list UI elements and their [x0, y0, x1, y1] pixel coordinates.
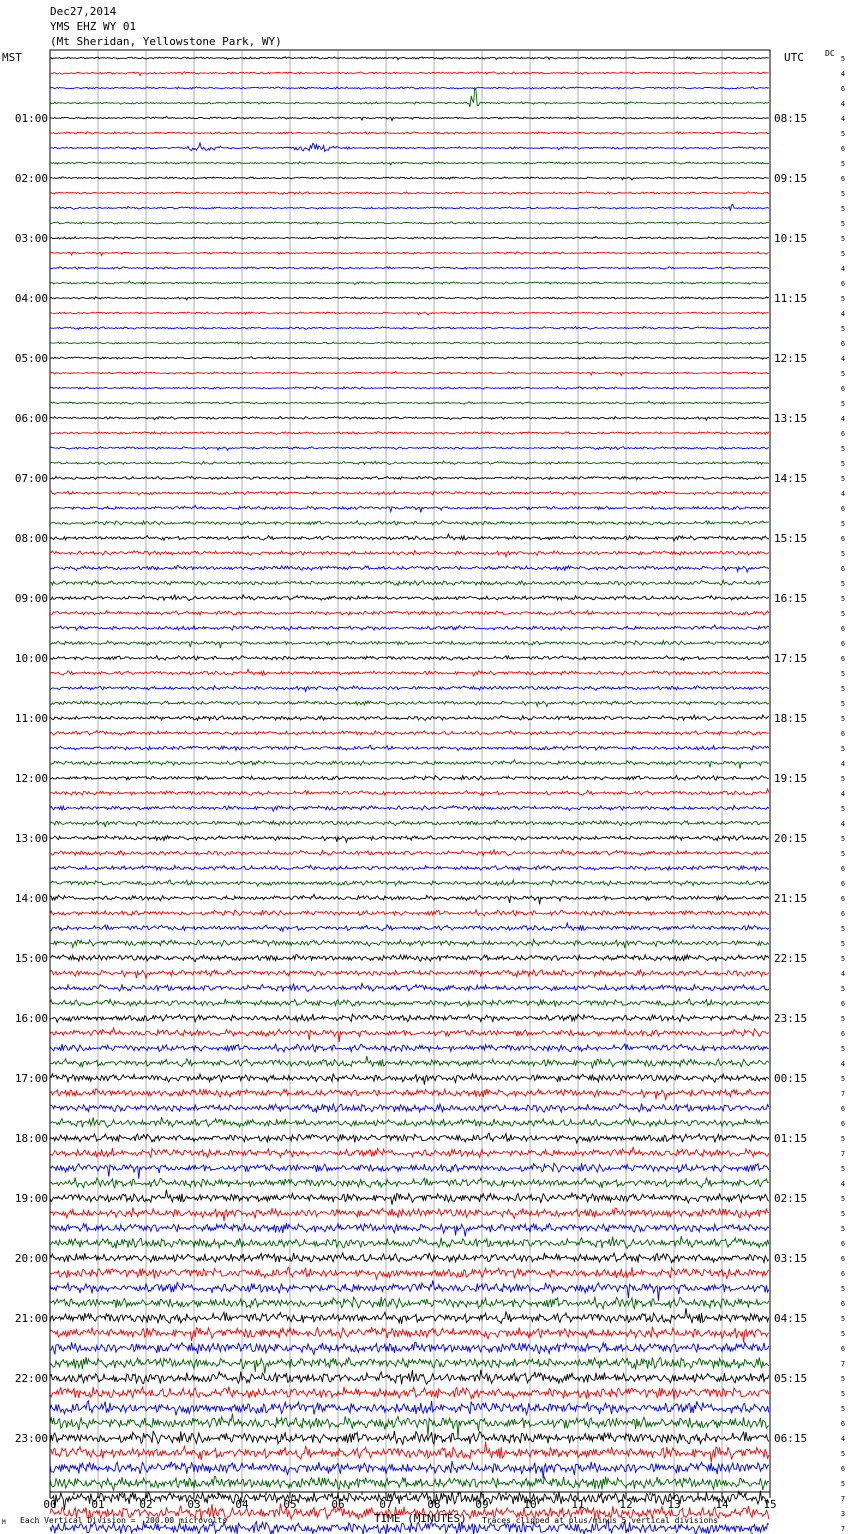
- seismic-trace: [50, 850, 769, 856]
- dc-offset-label: 5: [840, 1015, 846, 1023]
- dc-offset-label: 5: [840, 1075, 846, 1083]
- seismic-trace: [50, 534, 769, 541]
- seismic-trace: [50, 491, 769, 495]
- dc-offset-label: 6: [840, 175, 846, 183]
- seismic-trace: [50, 1163, 769, 1179]
- seismic-trace: [50, 312, 769, 315]
- dc-offset-label: 5: [840, 670, 846, 678]
- seismic-trace: [50, 1370, 769, 1385]
- seismic-trace: [50, 117, 769, 121]
- dc-offset-label: 6: [840, 1270, 846, 1278]
- dc-offset-label: 5: [840, 1135, 846, 1143]
- left-hour-label: 08:00: [14, 532, 48, 545]
- seismic-trace: [50, 1297, 769, 1309]
- dc-offset-label: 7: [840, 1360, 846, 1368]
- right-hour-label: 21:15: [774, 892, 808, 905]
- seismic-trace: [50, 1117, 769, 1127]
- seismic-trace: [50, 143, 769, 151]
- x-axis-title: TIME (MINUTES): [374, 1512, 467, 1525]
- seismic-trace: [50, 1178, 769, 1188]
- seismic-trace: [50, 387, 769, 389]
- left-hour-label: 17:00: [14, 1072, 48, 1085]
- seismic-trace: [50, 880, 769, 886]
- dc-offset-label: 6: [840, 505, 846, 513]
- dc-offset-label: 5: [840, 130, 846, 138]
- seismic-trace: [50, 701, 769, 707]
- seismic-trace: [50, 1044, 769, 1052]
- right-hour-label: 05:15: [774, 1372, 808, 1385]
- seismic-trace: [50, 88, 769, 107]
- dc-offset-label: 5: [840, 400, 846, 408]
- dc-offset-label: 4: [840, 970, 846, 978]
- x-tick-label: 02: [139, 1498, 153, 1511]
- seismic-trace: [50, 237, 769, 240]
- dc-offset-label: 5: [840, 190, 846, 198]
- seismic-trace: [50, 1342, 769, 1354]
- left-hour-label: 18:00: [14, 1132, 48, 1145]
- dc-offset-label: 6: [840, 535, 846, 543]
- x-tick-label: 07: [379, 1498, 393, 1511]
- seismic-trace: [50, 432, 769, 435]
- dc-offset-label: 4: [840, 100, 846, 108]
- dc-offset-label: 6: [840, 1105, 846, 1113]
- dc-offset-label: 6: [840, 910, 846, 918]
- right-hour-label: 15:15: [774, 532, 808, 545]
- seismic-trace: [50, 1089, 769, 1100]
- left-hour-label: 11:00: [14, 712, 48, 725]
- seismic-trace: [50, 746, 769, 751]
- seismic-trace: [50, 1414, 769, 1439]
- right-hour-label: 19:15: [774, 772, 808, 785]
- left-hour-label: 02:00: [14, 172, 48, 185]
- dc-offset-label: 5: [840, 940, 846, 948]
- right-hour-label: 01:15: [774, 1132, 808, 1145]
- seismic-trace: [50, 983, 769, 991]
- x-tick-label: 08: [427, 1498, 441, 1511]
- seismic-trace: [50, 1477, 769, 1490]
- seismic-trace: [50, 505, 769, 512]
- dc-offset-label: 6: [840, 1465, 846, 1473]
- dc-offset-label: 6: [840, 430, 846, 438]
- seismic-trace: [50, 57, 769, 60]
- seismic-trace: [50, 132, 769, 134]
- seismic-trace: [50, 281, 769, 285]
- seismic-trace: [50, 669, 769, 676]
- dc-offset-label: 5: [840, 250, 846, 258]
- seismic-trace: [50, 1491, 769, 1510]
- right-hour-label: 09:15: [774, 172, 808, 185]
- x-tick-label: 10: [523, 1498, 537, 1511]
- dc-offset-label: 5: [840, 550, 846, 558]
- right-hour-label: 14:15: [774, 472, 808, 485]
- seismic-trace: [50, 87, 769, 89]
- seismic-trace: [50, 656, 769, 661]
- dc-offset-label: 5: [840, 745, 846, 753]
- seismic-trace: [50, 1074, 769, 1085]
- dc-offset-label: 5: [840, 775, 846, 783]
- seismic-trace: [50, 686, 769, 692]
- seismic-trace: [50, 715, 769, 721]
- dc-offset-label: 5: [840, 700, 846, 708]
- dc-offset-label: 7: [840, 1090, 846, 1098]
- seismic-trace: [50, 1401, 769, 1416]
- right-hour-label: 17:15: [774, 652, 808, 665]
- seismic-trace: [50, 1190, 769, 1205]
- seismic-trace: [50, 580, 769, 585]
- dc-offset-label: 5: [840, 1165, 846, 1173]
- left-hour-label: 14:00: [14, 892, 48, 905]
- dc-offset-label: 5: [840, 295, 846, 303]
- seismic-trace: [50, 447, 769, 451]
- dc-offset-label: 5: [840, 1045, 846, 1053]
- left-hour-label: 07:00: [14, 472, 48, 485]
- seismic-trace: [50, 1431, 769, 1445]
- dc-offset-label: 5: [840, 205, 846, 213]
- dc-offset-label: 6: [840, 625, 846, 633]
- right-hour-label: 10:15: [774, 232, 808, 245]
- dc-offset-label: 6: [840, 85, 846, 93]
- dc-offset-label: 6: [840, 1420, 846, 1428]
- dc-offset-label: 5: [840, 235, 846, 243]
- dc-offset-label: 6: [840, 145, 846, 153]
- seismic-trace: [50, 836, 769, 843]
- seismic-trace: [50, 177, 769, 180]
- seismic-trace: [50, 72, 769, 76]
- seismic-trace: [50, 1308, 769, 1324]
- left-hour-label: 06:00: [14, 412, 48, 425]
- seismic-trace: [50, 731, 769, 735]
- dc-offset-label: 6: [840, 865, 846, 873]
- left-hour-label: 19:00: [14, 1192, 48, 1205]
- x-tick-label: 03: [187, 1498, 201, 1511]
- dc-offset-label: 7: [840, 1495, 846, 1503]
- seismic-trace: [50, 1103, 769, 1112]
- dc-offset-label: 5: [840, 1315, 846, 1323]
- dc-offset-label: 5: [840, 580, 846, 588]
- dc-offset-label: 3: [840, 1510, 846, 1518]
- right-hour-label: 13:15: [774, 412, 808, 425]
- station-label: YMS EHZ WY 01: [50, 20, 137, 33]
- seismic-trace: [50, 1461, 769, 1478]
- left-hour-label: 23:00: [14, 1432, 48, 1445]
- dc-offset-label: 4: [840, 490, 846, 498]
- dc-offset-label: 5: [840, 985, 846, 993]
- dc-offset-label: 6: [840, 280, 846, 288]
- seismic-trace: [50, 865, 769, 870]
- dc-offset-label: 5: [840, 955, 846, 963]
- x-tick-label: 01: [91, 1498, 105, 1511]
- dc-offset-label: 4: [840, 70, 846, 78]
- dc-offset-label: 5: [840, 520, 846, 528]
- seismic-trace: [50, 595, 769, 601]
- left-hour-label: 12:00: [14, 772, 48, 785]
- dc-offset-label: 6: [840, 1345, 846, 1353]
- dc-offset-label: 5: [840, 805, 846, 813]
- location-label: (Mt Sheridan, Yellowstone Park, WY): [50, 35, 282, 48]
- seismic-trace: [50, 1253, 769, 1263]
- dc-offset-label: 6: [840, 655, 846, 663]
- dc-offset-label: 5: [840, 1330, 846, 1338]
- left-hour-label: 22:00: [14, 1372, 48, 1385]
- right-timezone-label: UTC: [784, 51, 804, 64]
- dc-offset-label: 4: [840, 355, 846, 363]
- dc-offset-label: 5: [840, 1450, 846, 1458]
- seismic-trace: [50, 970, 769, 979]
- dc-offset-label: 6: [840, 640, 846, 648]
- seismic-trace: [50, 566, 769, 572]
- dc-offset-label: 4: [840, 820, 846, 828]
- axis-labels: [15, 55, 845, 1534]
- right-hour-label: 20:15: [774, 832, 808, 845]
- seismic-trace: [50, 1056, 769, 1069]
- dc-offset-label: 5: [840, 55, 846, 63]
- seismic-trace: [50, 476, 769, 479]
- seismic-trace: [50, 805, 769, 811]
- right-hour-label: 23:15: [774, 1012, 808, 1025]
- right-hour-label: 11:15: [774, 292, 808, 305]
- dc-offset-label: 5: [840, 220, 846, 228]
- dc-offset-label: 5: [840, 595, 846, 603]
- corner-mark: M: [2, 1519, 6, 1526]
- x-tick-label: 05: [283, 1498, 297, 1511]
- seismic-trace: [50, 1236, 769, 1248]
- dc-offset-label: 6: [840, 340, 846, 348]
- dc-offset-label: 5: [840, 460, 846, 468]
- date-label: Dec27,2014: [50, 5, 117, 18]
- dc-offset-label: 5: [840, 685, 846, 693]
- x-tick-label: 00: [43, 1498, 57, 1511]
- dc-offset-label: 4: [840, 115, 846, 123]
- dc-offset-label: 4: [840, 790, 846, 798]
- dc-offset-label: 4: [840, 1180, 846, 1188]
- right-hour-label: 06:15: [774, 1432, 808, 1445]
- seismic-trace: [50, 297, 769, 300]
- dc-offset-label: 7: [840, 1150, 846, 1158]
- right-hour-label: 03:15: [774, 1252, 808, 1265]
- left-hour-label: 10:00: [14, 652, 48, 665]
- seismic-trace: [50, 551, 769, 557]
- dc-offset-label: 6: [840, 880, 846, 888]
- dc-offset-label: 5: [840, 1225, 846, 1233]
- right-hour-label: 00:15: [774, 1072, 808, 1085]
- seismic-trace: [50, 327, 769, 330]
- dc-label: DC: [825, 49, 835, 58]
- right-hour-label: 18:15: [774, 712, 808, 725]
- dc-offset-label: 5: [840, 1285, 846, 1293]
- right-hour-label: 12:15: [774, 352, 808, 365]
- seismic-trace: [50, 894, 769, 904]
- seismic-trace: [50, 162, 769, 165]
- seismic-trace: [50, 342, 769, 344]
- x-tick-label: 11: [571, 1498, 585, 1511]
- dc-offset-label: 5: [840, 475, 846, 483]
- left-hour-label: 20:00: [14, 1252, 48, 1265]
- dc-offset-label: 5: [840, 610, 846, 618]
- dc-offset-label: 5: [840, 1480, 846, 1488]
- dc-offset-label: 5: [840, 325, 846, 333]
- seismic-trace: [50, 417, 769, 421]
- seismic-trace: [50, 252, 769, 256]
- dc-offset-label: 6: [840, 1120, 846, 1128]
- seismic-trace: [50, 1327, 769, 1343]
- right-hour-label: 04:15: [774, 1312, 808, 1325]
- seismic-trace: [50, 372, 769, 376]
- x-tick-label: 13: [667, 1498, 681, 1511]
- seismic-trace: [50, 641, 769, 649]
- dc-offset-label: 5: [840, 370, 846, 378]
- seismic-trace: [50, 1147, 769, 1158]
- seismic-trace: [50, 1281, 769, 1301]
- x-tick-label: 06: [331, 1498, 345, 1511]
- seismic-trace: [50, 1223, 769, 1237]
- dc-offset-label: 6: [840, 730, 846, 738]
- dc-offset-label: 5: [840, 835, 846, 843]
- seismic-traces: [50, 57, 769, 1534]
- clip-note: Traces clipped at plus/minus 5 vertical divisions: [482, 1516, 719, 1525]
- seismic-trace: [50, 1028, 769, 1042]
- x-tick-label: 04: [235, 1498, 249, 1511]
- left-hour-label: 04:00: [14, 292, 48, 305]
- dc-offset-label: 5: [840, 1405, 846, 1413]
- x-tick-label: 15: [763, 1498, 777, 1511]
- seismic-trace: [50, 1387, 769, 1400]
- seismic-trace: [50, 222, 769, 225]
- seismic-trace: [50, 461, 769, 465]
- dc-offset-label: 5: [840, 1375, 846, 1383]
- dc-offset-label: 6: [840, 565, 846, 573]
- right-hour-label: 02:15: [774, 1192, 808, 1205]
- left-hour-label: 03:00: [14, 232, 48, 245]
- seismic-trace: [50, 910, 769, 916]
- dc-offset-label: 5: [840, 1390, 846, 1398]
- dc-offset-label: 6: [840, 895, 846, 903]
- dc-offset-label: 5: [840, 925, 846, 933]
- seismic-trace: [50, 205, 769, 211]
- seismic-trace: [50, 923, 769, 931]
- dc-offset-label: 6: [840, 1240, 846, 1248]
- scale-note: Each Vertical Division = 200.00 microvolts: [20, 1516, 228, 1525]
- seismic-trace: [50, 1014, 769, 1022]
- x-tick-label: 12: [619, 1498, 633, 1511]
- x-tick-label: 14: [715, 1498, 729, 1511]
- left-hour-label: 05:00: [14, 352, 48, 365]
- dc-offset-label: 6: [840, 385, 846, 393]
- dc-offset-label: 4: [840, 1060, 846, 1068]
- seismic-trace: [50, 789, 769, 796]
- seismic-trace: [50, 1133, 769, 1143]
- dc-offset-label: 4: [840, 1435, 846, 1443]
- seismic-trace: [50, 192, 769, 194]
- seismic-trace: [50, 521, 769, 525]
- seismic-trace: [50, 357, 769, 360]
- dc-offset-label: 6: [840, 1300, 846, 1308]
- dc-offset-label: 5: [840, 1210, 846, 1218]
- seismic-trace: [50, 775, 769, 780]
- seismic-trace: [50, 940, 769, 949]
- dc-offset-label: 5: [840, 1195, 846, 1203]
- right-hour-label: 08:15: [774, 112, 808, 125]
- x-tick-label: 09: [475, 1498, 489, 1511]
- seismic-trace: [50, 760, 769, 769]
- seismic-trace: [50, 1267, 769, 1279]
- dc-offset-label: 4: [840, 415, 846, 423]
- seismic-trace: [50, 625, 769, 630]
- dc-offset-label: 4: [840, 310, 846, 318]
- seismic-trace: [50, 401, 769, 404]
- seismic-trace: [50, 999, 769, 1007]
- left-hour-label: 15:00: [14, 952, 48, 965]
- seismic-trace: [50, 1208, 769, 1222]
- seismic-trace: [50, 267, 769, 269]
- dc-offset-label: 6: [840, 1255, 846, 1263]
- dc-offset-label: 5: [840, 715, 846, 723]
- dc-offset-label: 7: [840, 1525, 846, 1533]
- dc-offset-label: 4: [840, 760, 846, 768]
- left-hour-label: 09:00: [14, 592, 48, 605]
- left-timezone-label: MST: [2, 51, 22, 64]
- dc-offset-label: 5: [840, 850, 846, 858]
- seismic-trace: [50, 821, 769, 828]
- right-hour-label: 22:15: [774, 952, 808, 965]
- left-hour-label: 13:00: [14, 832, 48, 845]
- dc-offset-label: 5: [840, 160, 846, 168]
- seismic-trace: [50, 955, 769, 962]
- dc-offset-label: 6: [840, 1030, 846, 1038]
- dc-offset-label: 4: [840, 265, 846, 273]
- dc-offset-label: 6: [840, 1000, 846, 1008]
- dc-offset-label: 5: [840, 445, 846, 453]
- left-hour-label: 16:00: [14, 1012, 48, 1025]
- right-hour-label: 16:15: [774, 592, 808, 605]
- seismic-trace: [50, 611, 769, 616]
- seismic-trace: [50, 1357, 769, 1373]
- left-hour-label: 01:00: [14, 112, 48, 125]
- left-hour-label: 21:00: [14, 1312, 48, 1325]
